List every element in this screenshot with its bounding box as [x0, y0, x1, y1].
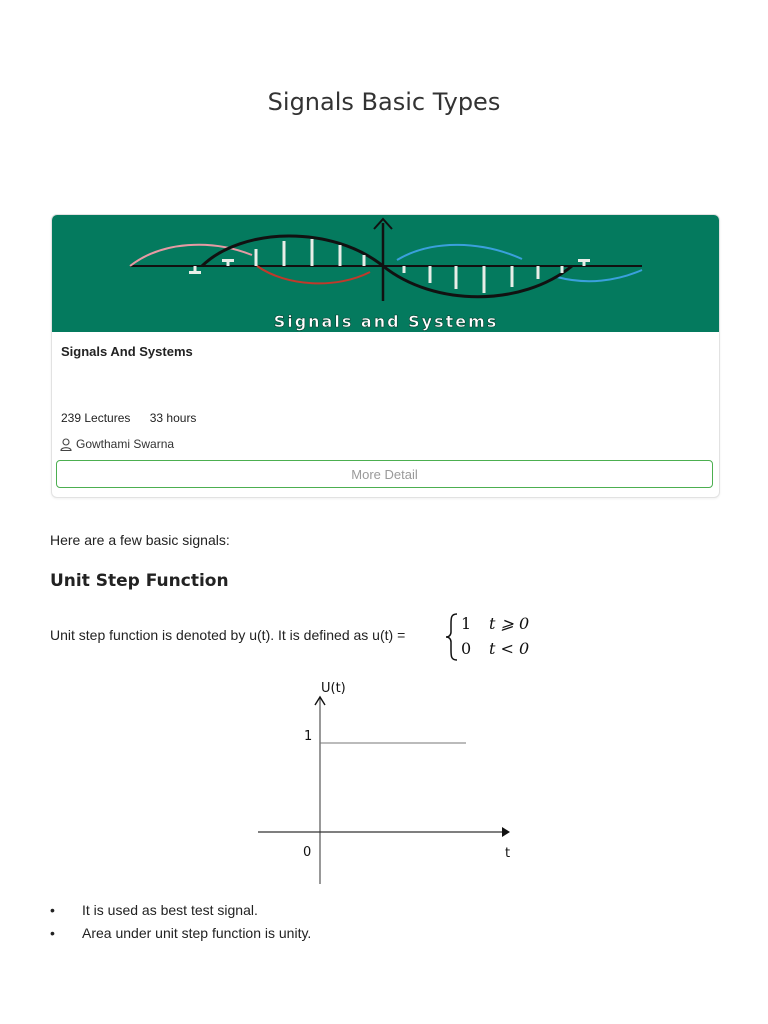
level-label: 1: [304, 729, 313, 744]
lectures-count: 239 Lectures: [61, 411, 131, 425]
unit-step-graph: [250, 672, 520, 892]
x-axis-label: t: [505, 846, 511, 861]
course-card[interactable]: [51, 214, 720, 498]
piecewise-row-1: [461, 614, 529, 633]
piecewise-row-2: [461, 639, 529, 658]
piecewise-condition-2: t < 0: [489, 639, 530, 658]
piecewise-value-2: 0: [461, 639, 472, 658]
list-item: • Area under unit step function is unity.: [50, 923, 311, 946]
piecewise-condition-1: t ⩾ 0: [489, 614, 530, 633]
page-title: Signals Basic Types: [267, 88, 501, 116]
bullet-list: [50, 900, 311, 946]
piecewise-value-1: 1: [461, 614, 472, 633]
x-axis-arrow: [502, 827, 510, 837]
more-detail-button[interactable]: More Detail: [56, 460, 713, 488]
author-name: Gowthami Swarna: [76, 437, 175, 451]
origin-label: 0: [303, 845, 312, 860]
definition-text: Unit step function is denoted by u(t). It is defined as u(t) =: [50, 627, 406, 643]
y-axis-label: U(t): [321, 681, 346, 696]
list-item: • It is used as best test signal.: [50, 900, 311, 923]
course-name[interactable]: Signals And Systems: [61, 344, 193, 359]
course-meta: [61, 411, 196, 425]
course-banner-image[interactable]: [52, 215, 719, 332]
intro-text: Here are a few basic signals:: [50, 532, 230, 548]
left-brace: [445, 612, 459, 662]
course-author: [60, 437, 174, 451]
section-heading: Unit Step Function: [50, 571, 229, 591]
piecewise-definition: [445, 612, 555, 662]
user-icon: [60, 438, 72, 451]
banner-title: Signals and Systems: [273, 312, 499, 331]
course-duration: 33 hours: [149, 411, 197, 425]
